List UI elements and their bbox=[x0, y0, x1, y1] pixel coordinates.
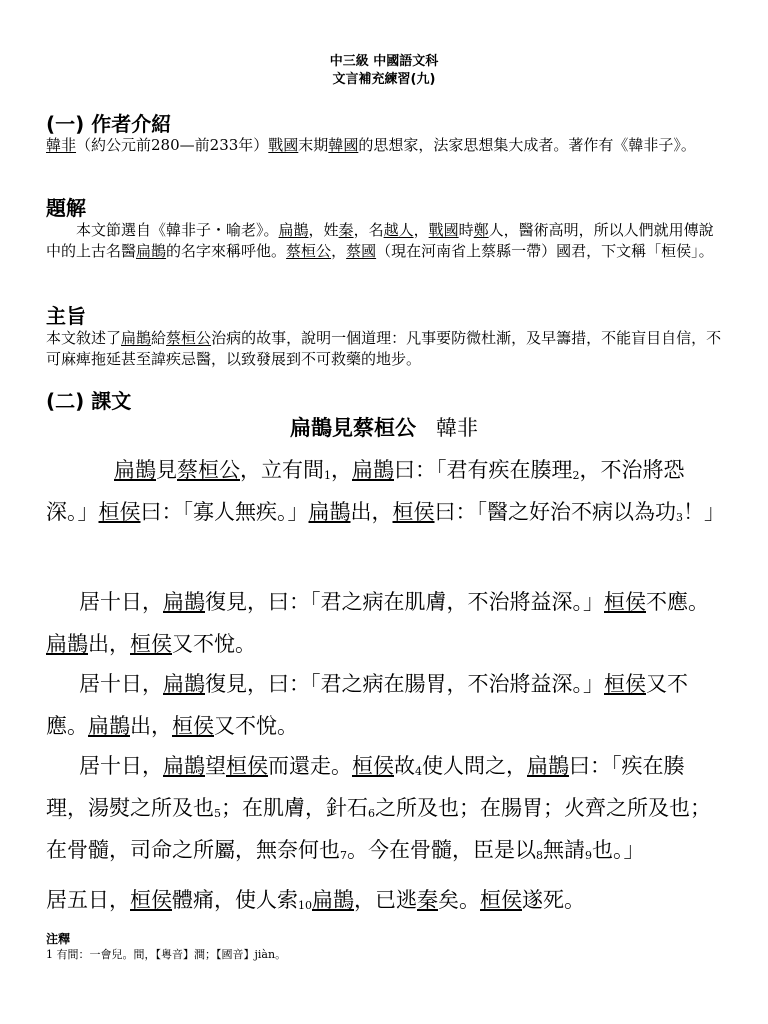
note-marker: 10 bbox=[298, 899, 312, 912]
name-bian-que: 扁鵲 bbox=[163, 672, 205, 696]
text-span: 故 bbox=[394, 754, 415, 778]
text-span: 曰：「君有疾在腠理 bbox=[394, 458, 573, 482]
text-span: ，名 bbox=[353, 221, 384, 239]
note-marker: 9 bbox=[585, 849, 592, 862]
text-span: ， bbox=[413, 221, 429, 239]
text-span: 的名字來稱呼他。 bbox=[166, 242, 287, 260]
note-marker: 1 bbox=[324, 469, 331, 482]
text-span: 望 bbox=[205, 754, 226, 778]
text-span: 曰：「疾在腠理，湯熨之所及也 bbox=[46, 754, 685, 820]
text-span: ！」 bbox=[683, 500, 725, 524]
note-marker: 6 bbox=[368, 807, 375, 820]
text-span: ， bbox=[331, 458, 352, 482]
text-span: ；在肌膚，針石 bbox=[221, 796, 368, 820]
text-span: 之所及也；在腸胃；火齊之所及也；在骨髓，司命之所屬，無奈何也 bbox=[46, 796, 711, 862]
section-kewen-heading: (二) 課文 bbox=[46, 389, 132, 413]
zhuzhi-paragraph bbox=[46, 328, 726, 370]
section-author-heading: (一) 作者介紹 bbox=[46, 112, 172, 136]
text-span: （現在河南省上蔡縣一帶）國君，下文稱「桓侯」。 bbox=[376, 242, 714, 260]
name-bian-que: 扁鵲 bbox=[308, 500, 351, 524]
name-bian-que: 扁鵲 bbox=[527, 754, 569, 778]
name-cai-huan-gong: 蔡桓公 bbox=[166, 329, 212, 347]
note-marker: 2 bbox=[572, 469, 580, 482]
text-span: 也。」 bbox=[592, 838, 645, 862]
text-span: 出， bbox=[130, 714, 172, 738]
name-bian-que: 扁鵲 bbox=[163, 590, 205, 614]
name-han-fei: 韓非 bbox=[46, 136, 77, 154]
place-hanguo: 韓國 bbox=[328, 136, 359, 154]
name-huan-hou: 桓侯 bbox=[130, 888, 172, 912]
text-span: 時 bbox=[458, 221, 474, 239]
text-paragraph-4 bbox=[46, 745, 726, 871]
notes-heading: 注釋 bbox=[46, 932, 71, 946]
place-caiguo: 蔡國 bbox=[346, 242, 377, 260]
jieti-paragraph bbox=[46, 220, 726, 262]
text-span: 曰：「寡人無疾。」 bbox=[140, 500, 309, 524]
note-marker: 5 bbox=[214, 807, 221, 820]
text-span: 出， bbox=[350, 500, 393, 524]
name-huan-hou: 桓侯 bbox=[352, 754, 394, 778]
name-qin: 秦 bbox=[338, 221, 354, 239]
section-jieti-heading: 題解 bbox=[46, 196, 86, 220]
place-zhanguo: 戰國 bbox=[428, 221, 459, 239]
text-paragraph-5 bbox=[46, 879, 726, 921]
note-marker: 8 bbox=[536, 849, 543, 862]
text-span: 本文敘述了 bbox=[46, 329, 122, 347]
text-span: ，已逃 bbox=[354, 888, 417, 912]
note-1: 1 有間：一會兒。間，【粵音】澗；【國音】jiàn。 bbox=[46, 948, 287, 961]
text-span: ， bbox=[331, 242, 347, 260]
text-span: 遂死。 bbox=[522, 888, 585, 912]
name-huan-hou: 桓侯 bbox=[226, 754, 268, 778]
text-span: 見 bbox=[156, 458, 177, 482]
place-zhanguo: 戰國 bbox=[268, 136, 299, 154]
exercise-title: 文言補充練習(九) bbox=[332, 72, 436, 87]
text-span: 又不悅。 bbox=[214, 714, 298, 738]
text-span: 而還走。 bbox=[268, 754, 352, 778]
text-span: ，不治將恐深。」 bbox=[46, 458, 685, 524]
name-huan-hou: 桓侯 bbox=[392, 500, 435, 524]
name-huan-hou: 桓侯 bbox=[604, 672, 646, 696]
name-cai-huan-gong: 蔡桓公 bbox=[286, 242, 332, 260]
name-yue-ren: 越人 bbox=[383, 221, 414, 239]
text-span: 復見，曰：「君之病在肌膚，不治將益深。」 bbox=[205, 590, 604, 614]
text-span: 出， bbox=[88, 632, 130, 656]
text-span: （約公元前280—前233年） bbox=[76, 136, 269, 154]
text-title-row bbox=[0, 413, 768, 443]
course-header: 中三級 中國語文科 bbox=[329, 54, 439, 69]
text-author: 韓非 bbox=[436, 416, 478, 440]
name-bian-que: 扁鵲 bbox=[136, 242, 167, 260]
text-span: 又不悅。 bbox=[172, 632, 256, 656]
text-span: 居十日， bbox=[79, 590, 163, 614]
place-qin: 秦 bbox=[417, 888, 438, 912]
text-span: 居十日， bbox=[79, 754, 163, 778]
name-bian-que: 扁鵲 bbox=[46, 632, 88, 656]
name-huan-hou: 桓侯 bbox=[98, 500, 141, 524]
text-span: 復見，曰：「君之病在腸胃，不治將益深。」 bbox=[205, 672, 604, 696]
text-span: 又不應。 bbox=[46, 672, 688, 738]
text-span: 人，醫術高明，所以人們就用傳說中的上古名醫 bbox=[46, 221, 714, 260]
name-bian-que: 扁鵲 bbox=[88, 714, 130, 738]
text-span: 無請 bbox=[543, 838, 585, 862]
text-span: 本文節選自《韓非子・喻老》。 bbox=[76, 221, 279, 239]
text-span: 治病的故事，說明一個道理：凡事要防微杜漸，及早籌措，不能盲目自信，不可麻痺拖延甚至諱疾忌醫，以致發展到不可救藥的地步。 bbox=[46, 329, 722, 368]
text-span: 。今在骨髓，臣是以 bbox=[347, 838, 536, 862]
author-paragraph bbox=[46, 135, 726, 156]
text-span: 居十日， bbox=[79, 672, 163, 696]
text-paragraph-2 bbox=[46, 581, 726, 665]
text-span: ，姓 bbox=[308, 221, 339, 239]
text-span: 體痛，使人索 bbox=[172, 888, 298, 912]
text-span: 給 bbox=[151, 329, 167, 347]
text-title: 扁鵲見蔡桓公 bbox=[290, 416, 416, 440]
text-span: 末期 bbox=[298, 136, 329, 154]
text-span: 曰：「醫之好治不病以為功 bbox=[434, 500, 676, 524]
name-huan-hou: 桓侯 bbox=[604, 590, 646, 614]
text-span: 的思想家，法家思想集大成者。著作有《韓非子》。 bbox=[358, 136, 696, 154]
note-marker: 7 bbox=[340, 849, 347, 862]
text-paragraph-3 bbox=[46, 663, 726, 747]
name-bian-que: 扁鵲 bbox=[163, 754, 205, 778]
section-zhuzhi-heading: 主旨 bbox=[46, 304, 86, 328]
text-paragraph-1 bbox=[46, 449, 726, 533]
name-bian-que: 扁鵲 bbox=[114, 458, 156, 482]
name-bian-que: 扁鵲 bbox=[278, 221, 309, 239]
note-marker: 4 bbox=[415, 765, 422, 778]
name-huan-hou: 桓侯 bbox=[480, 888, 522, 912]
name-huan-hou: 桓侯 bbox=[130, 632, 172, 656]
text-span: 矣。 bbox=[438, 888, 480, 912]
name-bian-que: 扁鵲 bbox=[312, 888, 354, 912]
text-span: 居五日， bbox=[46, 888, 130, 912]
place-zheng: 鄭 bbox=[473, 221, 489, 239]
name-bian-que: 扁鵲 bbox=[121, 329, 152, 347]
note-marker: 3 bbox=[676, 511, 683, 524]
text-span: ，立有間 bbox=[240, 458, 324, 482]
text-span: 不應。 bbox=[646, 590, 709, 614]
name-cai-huan-gong: 蔡桓公 bbox=[177, 458, 240, 482]
name-huan-hou: 桓侯 bbox=[172, 714, 214, 738]
name-bian-que: 扁鵲 bbox=[352, 458, 394, 482]
text-span: 使人問之， bbox=[422, 754, 527, 778]
